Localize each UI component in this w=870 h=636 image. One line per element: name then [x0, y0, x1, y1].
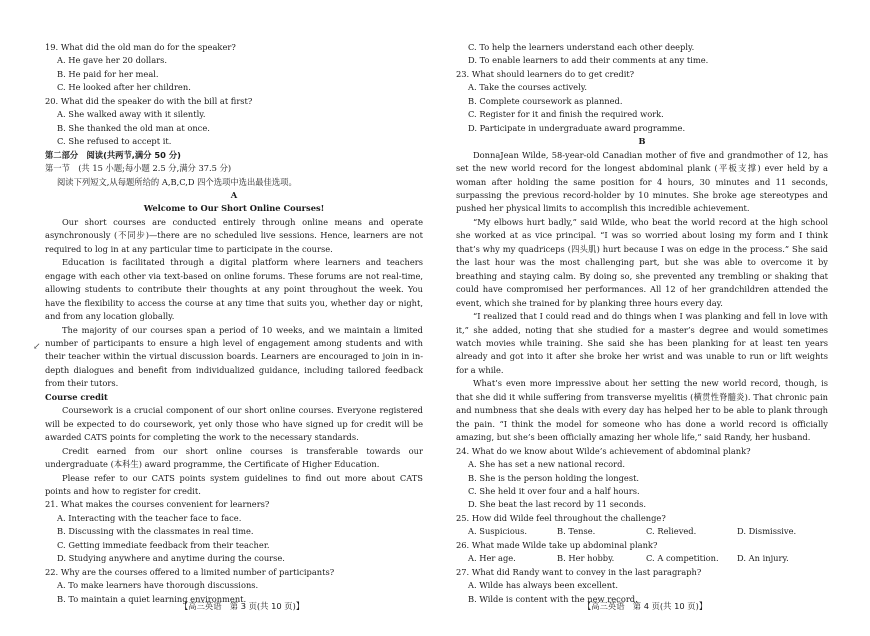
passage-paragraph: The majority of our courses span a period of 10 weeks, and we maintain a limited number of participants to ensure a high level of engagement among students and with their teacher within the virtual discussion boards. Learners are encouraged to join in in-depth dialogues and benefit from individualized guidance, including tailored feedback from their tutors.	[45, 324, 423, 389]
answer-option: A. She has set a new national record.	[468, 459, 626, 470]
answer-option: C. To help the learners understand each other deeply.	[468, 42, 695, 52]
answer-option: A. Her age.	[468, 553, 516, 564]
answer-option: C. A competition.	[646, 553, 719, 564]
answer-option: A. He gave her 20 dollars.	[57, 55, 168, 66]
answer-option: B. She thanked the old man at once.	[57, 122, 210, 133]
answer-option: B. He paid for her meal.	[57, 68, 159, 79]
answer-option: C. Register for it and finish the required work.	[468, 109, 664, 120]
answer-option: B. Discussing with the classmates in real time.	[57, 526, 254, 537]
answer-options-row	[456, 525, 828, 538]
section-heading: 第一节 (共 15 小题;每小题 2.5 分,满分 37.5 分)	[45, 163, 232, 174]
instruction: 阅读下列短文,从每题所给的 A,B,C,D 四个选项中选出最佳选项。	[57, 176, 297, 187]
question-stem: 20. What did the speaker do with the bill at first?	[45, 95, 253, 106]
answer-option: D. She beat the last record by 11 seconds.	[468, 499, 647, 510]
answer-option: D. An injury.	[737, 553, 789, 564]
answer-option: B. Wilde is content with the new record.	[468, 593, 638, 604]
right-column	[456, 41, 828, 606]
passage-paragraph: Our short courses are conducted entirely through online means and operate asynchronously (不同步)—there are no scheduled live sessions. Hence, learners are not required to log in at any particular time to participate in the course.	[45, 216, 423, 254]
part-heading: 第二部分 阅读(共两节,满分 50 分)	[45, 149, 181, 160]
answer-option: D. Dismissive.	[737, 526, 797, 537]
answer-option: C. She held it over four and a half hours.	[468, 485, 640, 496]
passage-paragraph: What’s even more impressive about her setting the new world record, though, is that she did it while suffering from transverse myelitis (横贯性脊髓炎). That chronic pain and numbness that she deals with every day has helped her to be able to plank through the pain. “I think the model for someone who has done a world record is officially amazing, but she’s been officially amazing her whole life,” said Randy, her husband.	[456, 378, 828, 443]
answer-option: A. Suspicious.	[468, 526, 528, 537]
passage-label: A	[230, 189, 238, 200]
answer-options-row	[456, 552, 828, 565]
answer-option: D. Participate in undergraduate award programme.	[468, 122, 686, 133]
question-stem: 27. What did Randy want to convey in the last paragraph?	[456, 566, 702, 577]
subheading: Course credit	[45, 391, 108, 402]
answer-option: A. She walked away with it silently.	[57, 109, 206, 120]
question-stem: 26. What made Wilde take up abdominal plank?	[456, 539, 658, 550]
answer-option: C. Getting immediate feedback from their teacher.	[57, 539, 270, 550]
passage-paragraph: “My elbows hurt badly,” said Wilde, who beat the world record at the high school she worked at as vice principal. “I was so worried about losing my form and I think that’s why my quadriceps (四头肌) hurt because I was on edge in the process.” She said the last hour was the most challenging part, but she was able to overcome it by breathing and staying calm. By doing so, she prevented any trembling or shaking that could have compromised her performances. All 12 of her grandchildren attended the event, which she trained for by planking three hours every day.	[456, 216, 828, 308]
question-stem: 21. What makes the courses convenient for learners?	[45, 499, 270, 510]
answer-option: B. To maintain a quiet learning environment.	[57, 593, 247, 604]
answer-option: C. He looked after her children.	[57, 82, 191, 93]
question-stem: 19. What did the old man do for the speaker?	[45, 42, 236, 52]
page-footer-left: 【高三英语 第 3 页(共 10 页)】	[180, 601, 305, 611]
answer-option: D. Studying anywhere and anytime during the course.	[57, 553, 285, 564]
passage-paragraph: Please refer to our CATS points system guidelines to find out more about CATS points and how to register for credit.	[45, 472, 423, 496]
answer-option: C. Relieved.	[646, 526, 697, 537]
answer-option: A. Take the courses actively.	[468, 82, 587, 93]
answer-option: B. Her hobby.	[557, 553, 615, 564]
question-stem: 22. Why are the courses offered to a limited number of participants?	[45, 566, 335, 577]
answer-option: B. She is the person holding the longest.	[468, 472, 640, 483]
margin-mark: ↙	[33, 342, 41, 352]
answer-option: A. Wilde has always been excellent.	[468, 580, 619, 591]
answer-option: D. To enable learners to add their comments at any time.	[468, 55, 709, 66]
left-column	[45, 41, 423, 606]
answer-option: B. Tense.	[557, 526, 596, 537]
passage-paragraph: Coursework is a crucial component of our short online courses. Everyone registered will be expected to do coursework, yet only those who have signed up for credit will be awarded CATS points for completing the work to the necessary standards.	[45, 405, 423, 443]
question-stem: 24. What do we know about Wilde’s achievement of abdominal plank?	[456, 445, 751, 456]
answer-option: C. She refused to accept it.	[57, 136, 172, 147]
answer-option: B. Complete coursework as planned.	[468, 95, 623, 106]
page-footer-right: 【高三英语 第 4 页(共 10 页)】	[583, 601, 708, 611]
passage-paragraph: Credit earned from our short online courses is transferable towards our undergraduate (本科生) award programme, the Certificate of Higher Education.	[45, 445, 423, 470]
passage-paragraph: DonnaJean Wilde, 58-year-old Canadian mother of five and grandmother of 12, has set the new world record for the longest abdominal plank (平板支撑) ever held by a woman after holding the same position for 4 hours, 30 minutes and 11 seconds, surpassing the previous record-holder by 10 minutes. She broke age stereotypes and pushed her physical limits to accomplish this incredible achievement.	[456, 149, 828, 214]
question-stem: 23. What should learners do to get credit?	[456, 68, 635, 79]
passage-paragraph: “I realized that I could read and do things when I was planking and fell in love with it,” she added, noting that she studied for a master’s degree and would sometimes watch movies while training. She said she has been planking for at least ten years already and got into it after she broke her wrist and was unable to run or lift weights for a while.	[456, 311, 828, 375]
passage-title: Welcome to Our Short Online Courses!	[143, 203, 325, 214]
answer-option: A. Interacting with the teacher face to face.	[57, 512, 242, 523]
answer-option: A. To make learners have thorough discussions.	[57, 580, 259, 591]
passage-paragraph: Education is facilitated through a digital platform where learners and teachers engage with each other via text-based on online forums. These forums are not real-time, allowing students to contribute their thoughts at any point throughout the week. You have the flexibility to access the course at any time that suits you, whether day or night, and from any location globally.	[45, 257, 423, 322]
passage-label: B	[638, 136, 646, 147]
question-stem: 25. How did Wilde feel throughout the challenge?	[456, 512, 666, 523]
